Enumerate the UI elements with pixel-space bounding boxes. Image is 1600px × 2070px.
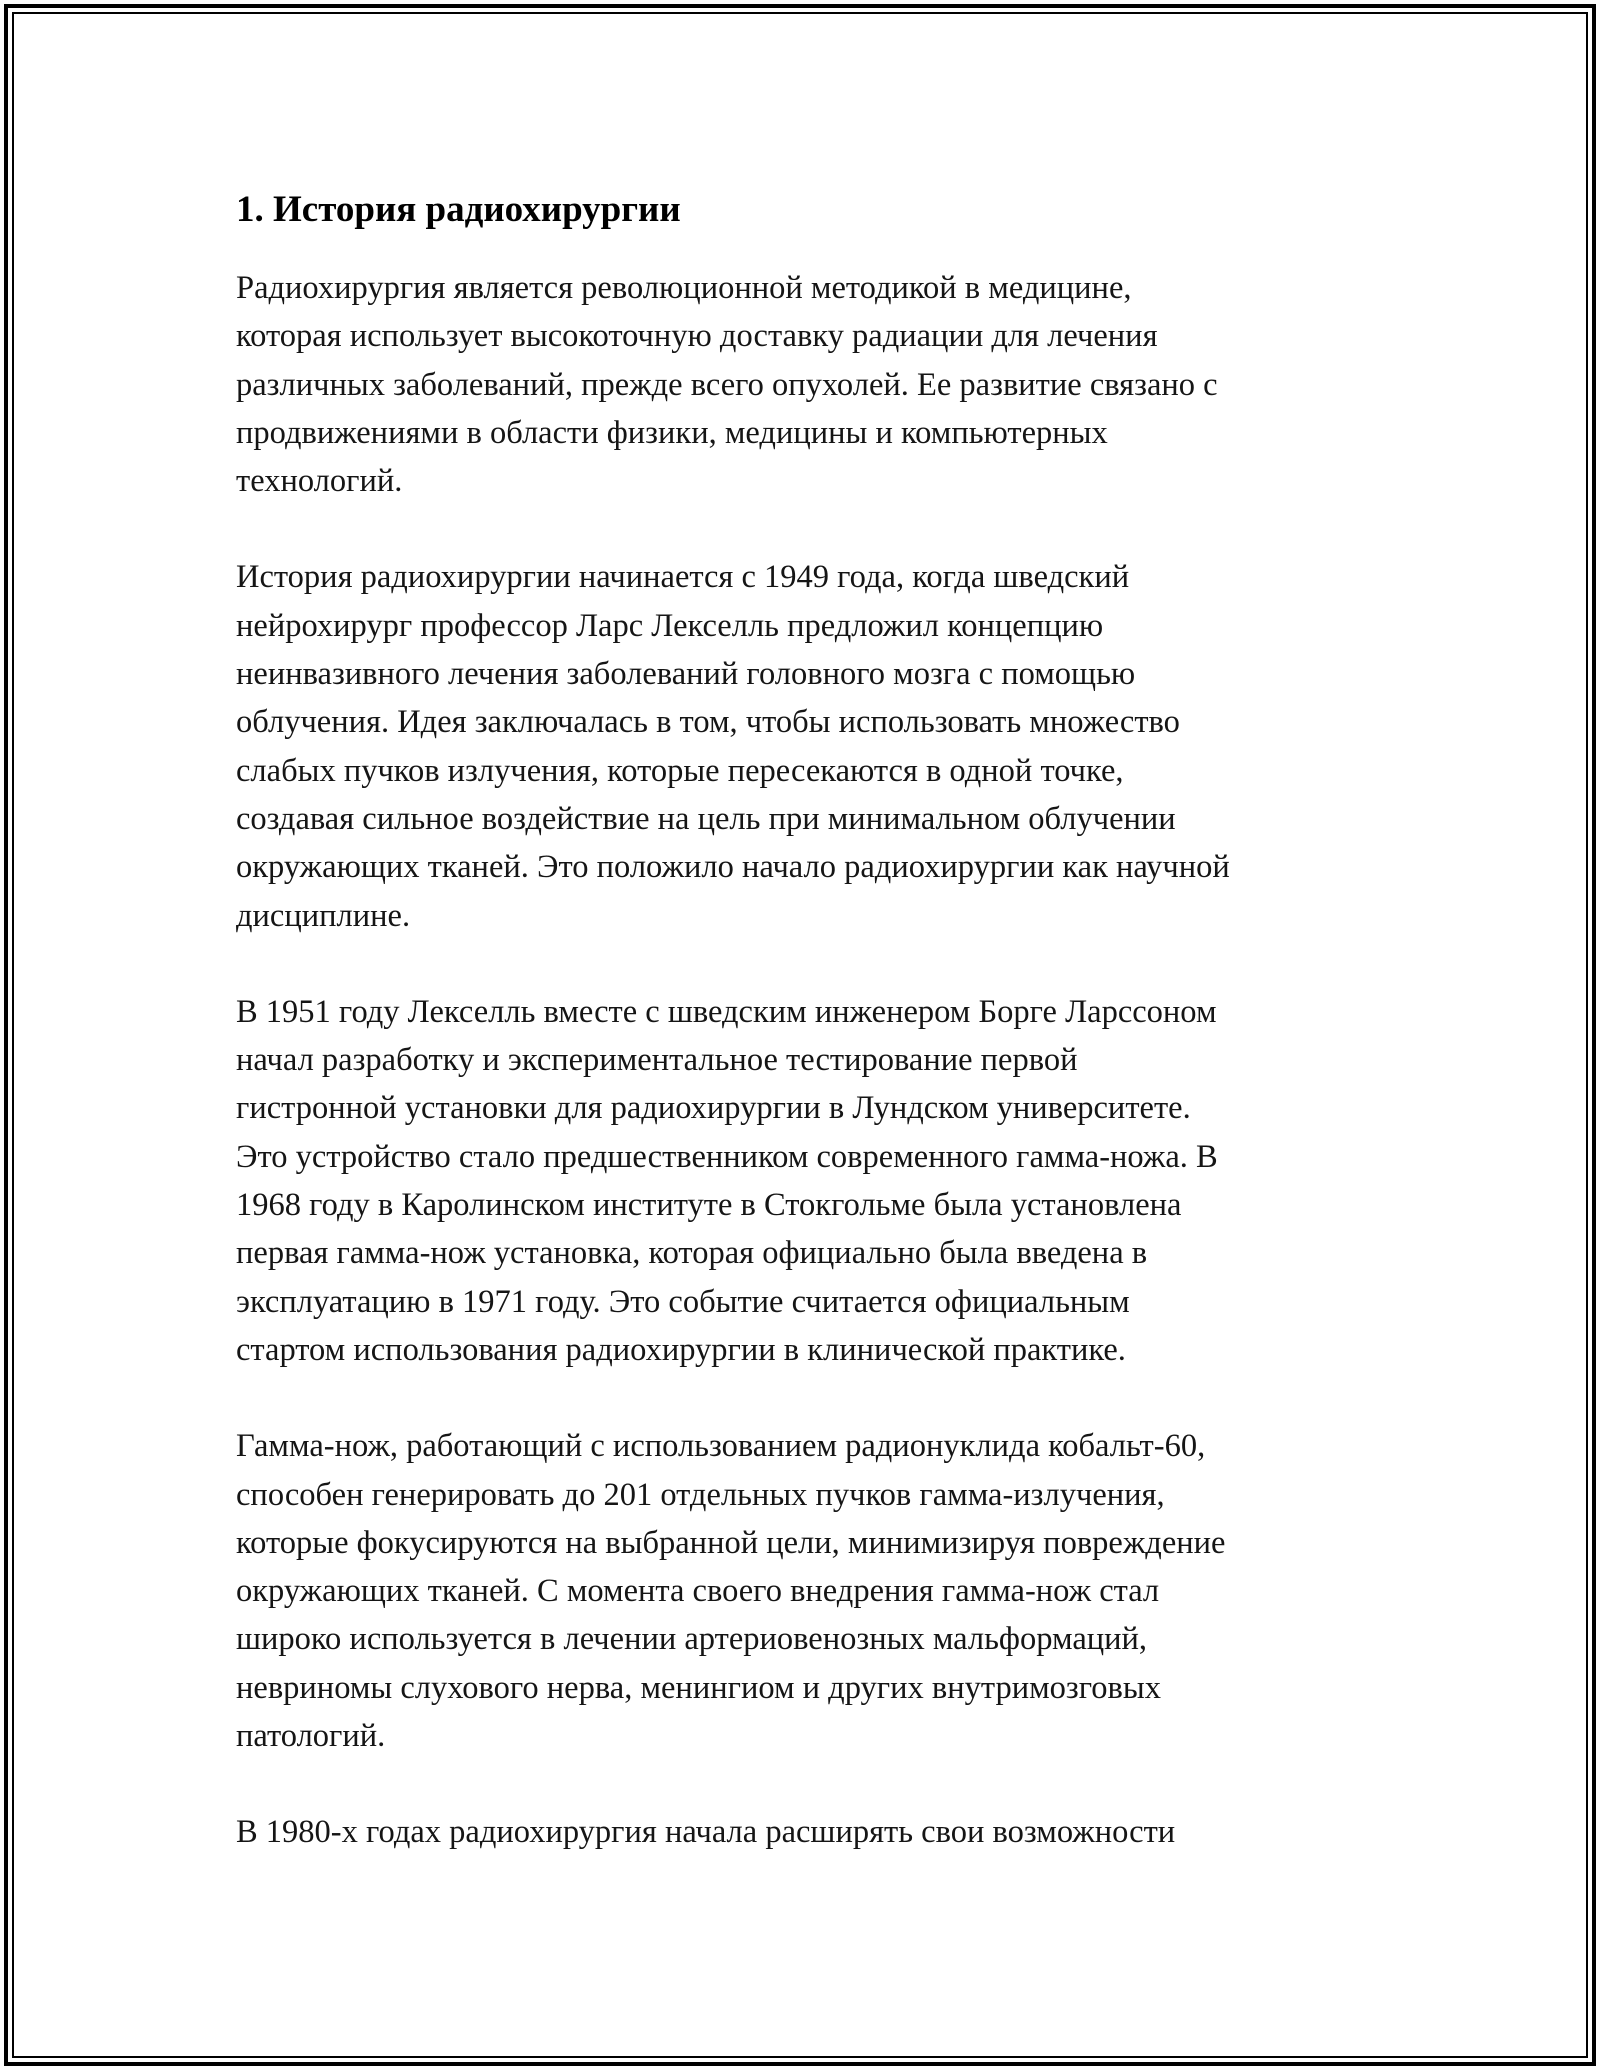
paragraph-1951-development: В 1951 году Лекселль вместе с шведским инженером Борге Ларссоном начал разработку и экспериментальное тестирование первой гистронной установки для радиохирургии в Лундском университете. Это устройство стало предшественником современного гамма-ножа. В 1968 году в Каролинском институте в Стокгольме была установлена первая гамма-нож установка, которая официально была введена в эксплуатацию в 1971 году. Это событие считается официальным стартом использования радиохирургии в клинической практике.	[236, 993, 1218, 1368]
paragraph-leksell-1949: История радиохирургии начинается с 1949 года, когда шведский нейрохирург профессор Ларс Лекселль предложил концепцию неинвазивного лечения заболеваний головного мозга с помощью облучения. Идея заключалась в том, чтобы использовать множество слабых пучков излучения, которые пересекаются в одной точке, создавая сильное воздействие на цель при минимальном облучении окружающих тканей. Это положило начало радиохирургии как научной дисциплине.	[236, 559, 1230, 934]
paragraph-1980s: В 1980-х годах радиохирургия начала расширять свои возможности	[236, 1814, 1176, 1851]
paragraph-gamma-knife: Гамма-нож, работающий с использованием радионуклида кобальт-60, способен генерировать до 201 отдельных пучков гамма-излучения, которые фокусируются на выбранной цели, минимизируя повреждение окружающих тканей. С момента своего внедрения гамма-нож стал широко используется в лечении артериовенозных мальформаций, невриномы слухового нерва, менингиом и других внутримозговых патологий.	[236, 1428, 1226, 1755]
section-heading: 1. История радиохирургии	[236, 189, 681, 230]
document-body	[236, 186, 1386, 1905]
paragraph-intro: Радиохирургия является революционной методикой в медицине, которая использует высокоточную доставку радиации для лечения различных заболеваний, прежде всего опухолей. Ее развитие связано с продвижениями в области физики, медицины и компьютерных технологий.	[236, 270, 1218, 500]
